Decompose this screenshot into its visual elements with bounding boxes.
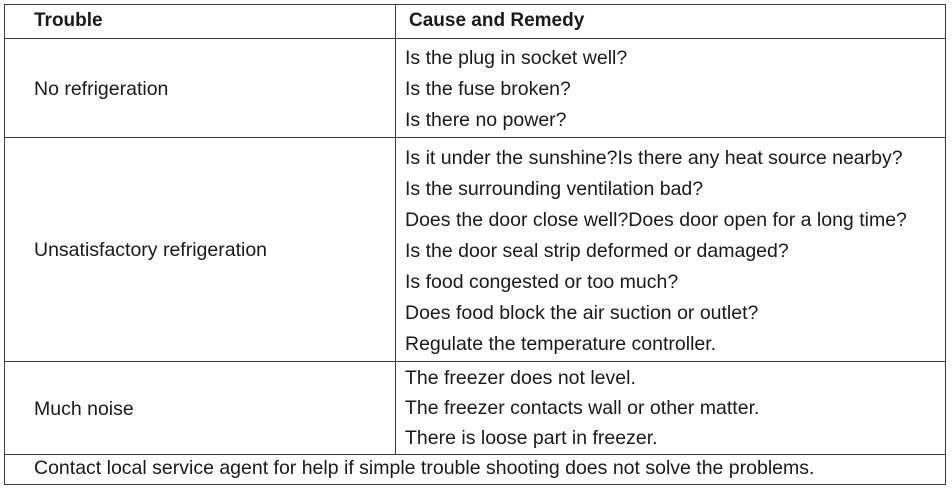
trouble-cell: Much noise xyxy=(34,398,134,420)
cause-line: Is the fuse broken? xyxy=(405,78,571,100)
trouble-cell: No refrigeration xyxy=(34,78,169,100)
cause-line: Does food block the air suction or outlet? xyxy=(405,302,759,324)
cause-line: The freezer contacts wall or other matter. xyxy=(405,397,760,419)
header-cause-remedy: Cause and Remedy xyxy=(409,10,585,31)
row-divider xyxy=(5,361,945,362)
column-divider xyxy=(395,5,396,454)
trouble-cell: Unsatisfactory refrigeration xyxy=(34,239,268,261)
header-trouble: Trouble xyxy=(34,10,103,31)
cause-line: The freezer does not level. xyxy=(405,367,636,389)
cause-line: Is the door seal strip deformed or damaged? xyxy=(405,240,789,262)
troubleshooting-table xyxy=(4,4,946,485)
cause-line: Is there no power? xyxy=(405,109,567,131)
cause-line: Is it under the sunshine?Is there any heat source nearby? xyxy=(405,147,903,169)
footer-divider xyxy=(5,454,945,455)
cause-line: Does the door close well?Does door open for a long time? xyxy=(405,209,907,231)
cause-line: Is food congested or too much? xyxy=(405,271,679,293)
cause-line: Regulate the temperature controller. xyxy=(405,333,717,355)
footer-note: Contact local service agent for help if simple trouble shooting does not solve the problems. xyxy=(34,457,815,479)
cause-line: There is loose part in freezer. xyxy=(405,427,658,449)
cause-line: Is the plug in socket well? xyxy=(405,47,628,69)
header-divider xyxy=(5,38,945,39)
row-divider xyxy=(5,137,945,138)
cause-line: Is the surrounding ventilation bad? xyxy=(405,178,704,200)
